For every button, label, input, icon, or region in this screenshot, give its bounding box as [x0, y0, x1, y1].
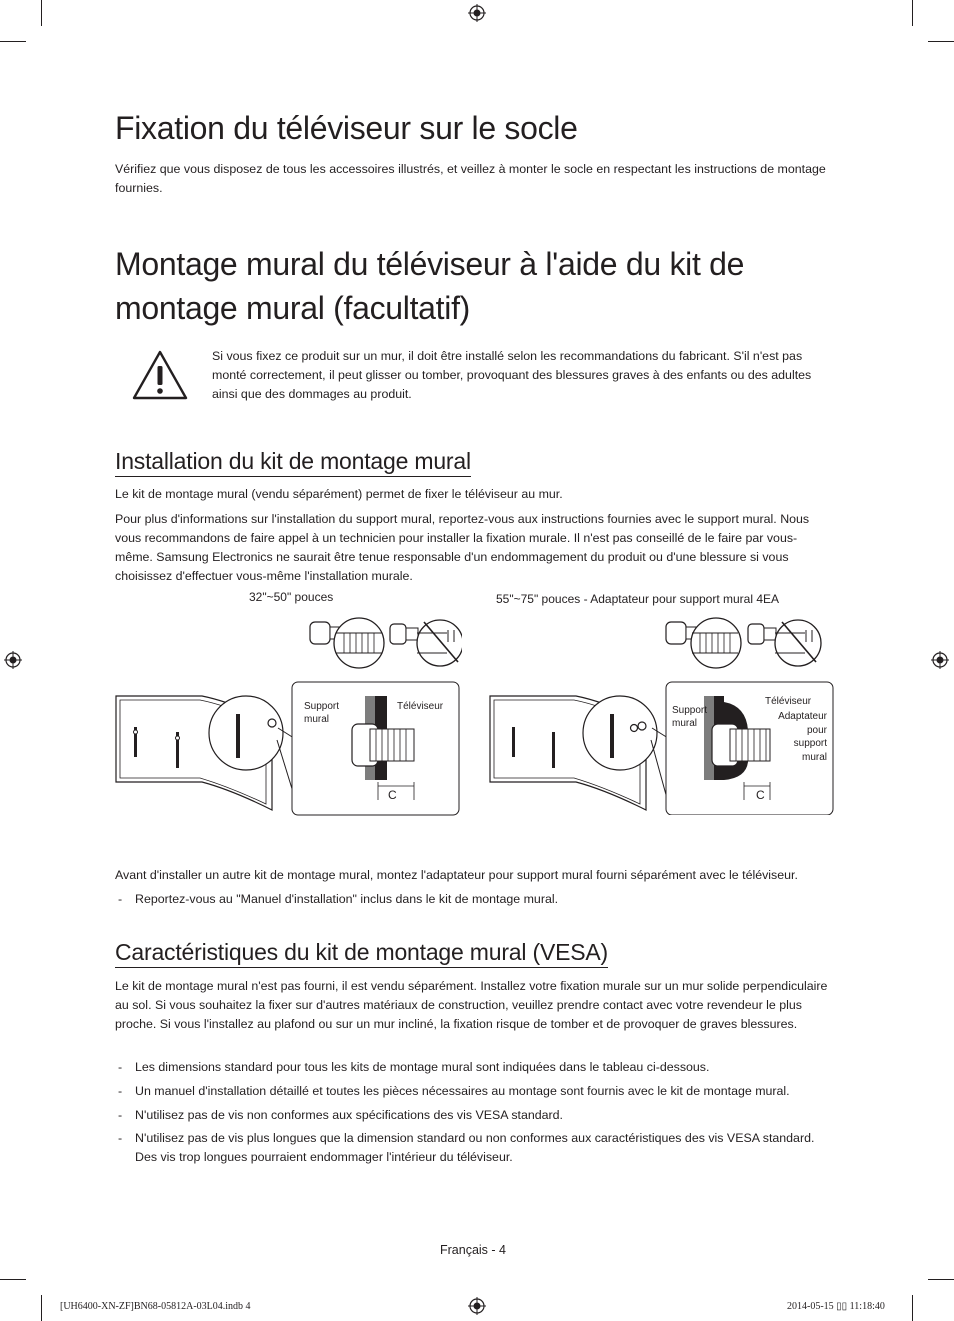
list-item [115, 890, 835, 909]
crop-mark [928, 1279, 954, 1280]
figure-caption-small-tv: 32"~50" pouces [249, 590, 334, 604]
warning-triangle-icon [131, 349, 189, 401]
installation-intro-text: Le kit de montage mural (vendu séparément) permet de fixer le téléviseur au mur. [115, 487, 563, 501]
screw-not-allowed-icon [748, 620, 821, 666]
stand-instructions-text: Vérifiez que vous disposez de tous les accessoires illustrés, et veillez à monter le socle en respectant les instructions de montage fournies. [115, 162, 826, 195]
list-item [115, 1129, 815, 1167]
registration-mark-icon [468, 1297, 486, 1315]
installation-heading: Installation du kit de montage mural [115, 446, 471, 477]
installation-details-text: Pour plus d'informations sur l'installation du support mural, reportez-vous aux instructions fournies avec le support mural. Nous vous recommandons de faire appel à un technicien pour installer la fixation murale. Il n'est pas conseillé de le faire par vous-même. Samsung Electronics ne saurait être tenue responsable d'un endommagement du produit ou d'une blessure si vous choisissez d'effectuer vous-même l'installation murale. [115, 512, 810, 583]
vesa-heading: Caractéristiques du kit de montage mural (VESA) [115, 937, 608, 968]
label-support-line2: mural [304, 714, 330, 725]
label-adapter-line1: Adaptateur [778, 711, 827, 722]
registration-mark-icon [931, 651, 949, 669]
crop-mark [41, 1295, 42, 1321]
crop-mark [41, 0, 42, 26]
warning-text: Si vous fixez ce produit sur un mur, il doit être installé selon les recommandations du fabricant. S'il n'est pas monté correctement, il peut glisser ou tomber, provoquant des blessures graves à des enfants ou des adultes ainsi que des dommages au produit. [212, 349, 812, 401]
crop-mark [0, 41, 26, 42]
label-adapter-line3: support [793, 738, 827, 749]
bullet-dash: - [118, 1108, 123, 1122]
vesa-intro-text: Le kit de montage mural n'est pas fourni, il est vendu séparément. Installez votre fixation murale sur un mur solide perpendiculaire au sol. Si vous souhaitez la fixer sur d'autres matériaux de construction, veuillez prendre contact avec votre revendeur le plus proche. Si vous l'installez au plafond ou sur un mur incliné, la fixation risque de tomber et de provoquer de graves blessures. [115, 979, 828, 1031]
wall-mount-diagram-small [112, 610, 462, 835]
wall-mount-title-line2: montage mural (facultatif) [115, 290, 471, 326]
list-item [115, 1058, 835, 1077]
print-file-info: [UH6400-XN-ZF]BN68-05812A-03L04.indb 4 [60, 1301, 251, 1312]
label-tv-right: Téléviseur [765, 696, 812, 707]
list-item-text: Reportez-vous au "Manuel d'installation" inclus dans le kit de montage mural. [135, 892, 559, 906]
bullet-dash: - [118, 892, 123, 906]
page-title: Fixation du téléviseur sur le socle [115, 110, 578, 146]
crop-mark [912, 1295, 913, 1321]
registration-mark-icon [4, 651, 22, 669]
screw-allowed-icon [666, 618, 741, 668]
label-wall-support-right [672, 704, 707, 730]
registration-mark-icon [468, 4, 486, 22]
wall-mount-title-line1: Montage mural du téléviseur à l'aide du kit de [115, 246, 745, 282]
crop-mark [0, 1279, 26, 1280]
page-number: Français - 4 [440, 1243, 506, 1257]
adapter-note-text: Avant d'installer un autre kit de montage mural, montez l'adaptateur pour support mural fourni séparément avec le téléviseur. [115, 868, 798, 882]
bullet-dash: - [118, 1084, 123, 1098]
print-date-info: 2014-05-15 ▯▯ 11:18:40 [787, 1301, 885, 1312]
label-adapter-right [760, 710, 827, 764]
label-adapter-line2: pour [806, 724, 827, 736]
list-item-text: Un manuel d'installation détaillé et toutes les pièces nécessaires au montage sont fournis avec le kit de montage mural. [135, 1084, 790, 1098]
label-c-right: C [756, 788, 765, 802]
list-item [115, 1106, 835, 1125]
bullet-dash: - [118, 1060, 123, 1074]
bullet-dash: - [118, 1131, 123, 1145]
label-wall-support-left [304, 700, 339, 726]
list-item-text: N'utilisez pas de vis non conformes aux spécifications des vis VESA standard. [135, 1108, 563, 1122]
figure-caption-large-tv: 55"~75" pouces - Adaptateur pour support mural 4EA [496, 592, 780, 606]
label-support-line1: Support [672, 705, 708, 716]
list-item-text: Les dimensions standard pour tous les kits de montage mural sont indiquées dans le tableau ci-dessous. [135, 1060, 710, 1074]
list-item [115, 1082, 835, 1101]
screw-not-allowed-icon [390, 620, 462, 666]
label-support-line1: Support [304, 701, 340, 712]
crop-mark [928, 41, 954, 42]
screw-allowed-icon [310, 618, 384, 668]
list-item-text: N'utilisez pas de vis plus longues que la dimension standard ou non conformes aux caractéristiques des vis VESA standard. Des vis trop longues pourraient endommager l'intérieur du téléviseur. [135, 1131, 815, 1164]
label-adapter-line4: mural [801, 751, 827, 763]
label-c-left: C [388, 788, 397, 802]
label-tv-left: Téléviseur [397, 701, 444, 712]
label-support-line2: mural [672, 718, 698, 729]
crop-mark [912, 0, 913, 26]
